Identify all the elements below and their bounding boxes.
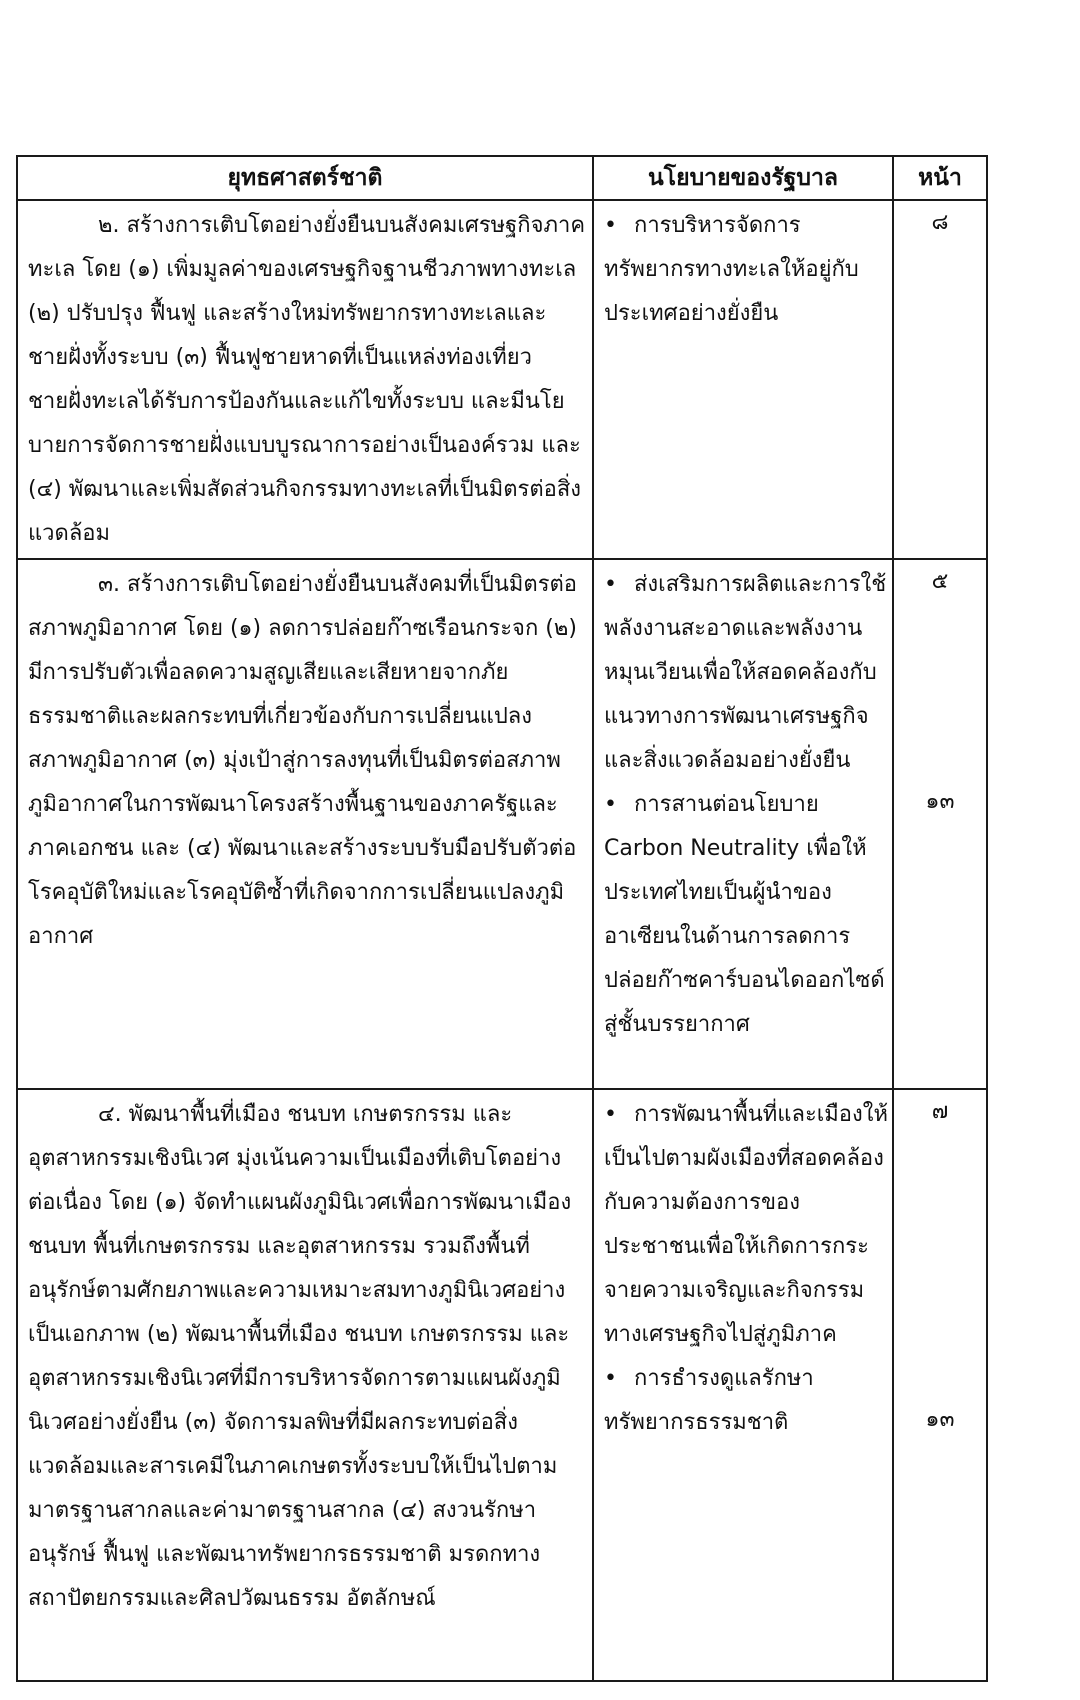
page-number: ๘ — [931, 210, 949, 235]
table-row — [17, 559, 987, 1089]
policy-text: การสานต่อนโยบาย Carbon Neutrality เพื่อให้ประเทศไทยเป็นผู้นำของอาเซียนในด้านการลดการปล่อยก๊าซคาร์บอนไดออกไซด์สู่ชั้นบรรยากาศ — [604, 792, 885, 1037]
page-number: ๕ — [931, 569, 949, 594]
policy-cell — [593, 1089, 893, 1681]
strategy-cell — [17, 200, 593, 559]
page-cell — [893, 200, 987, 559]
policy-text: ส่งเสริมการผลิตและการใช้พลังงานสะอาดและพลังงานหมุนเวียนเพื่อให้สอดคล้องกับแนวทางการพัฒนาเศรษฐกิจและสิ่งแวดล้อมอย่างยั่งยืน — [604, 572, 887, 773]
bullet-icon: • — [604, 792, 617, 817]
page-number: ๗ — [931, 1099, 949, 1124]
strategy-text: ๒. สร้างการเติบโตอย่างยั่งยืนบนสังคมเศรษฐกิจภาคทะเล โดย (๑) เพิ่มมูลค่าของเศรษฐกิจฐานชีวภาพทางทะเล (๒) ปรับปรุง ฟื้นฟู และสร้างใหม่ทรัพยากรทางทะเลและชายฝั่งทั้งระบบ (๓) ฟื้นฟูชายหาดที่เป็นแหล่งท่องเที่ยว ชายฝั่งทะเลได้รับการป้องกันและแก้ไขทั้งระบบ และมีนโยบายการจัดการชายฝั่งแบบบูรณาการอย่างเป็นองค์รวม และ (๔) พัฒนาและเพิ่มสัดส่วนกิจกรรมทางทะเลที่เป็นมิตรต่อสิ่งแวดล้อม — [28, 213, 586, 546]
policy-text: การธำรงดูแลรักษาทรัพยากรธรรมชาติ — [604, 1366, 814, 1435]
policy-list — [594, 201, 892, 338]
policy-item — [604, 1357, 888, 1445]
bullet-icon: • — [604, 572, 617, 597]
strategy-text: ๔. พัฒนาพื้นที่เมือง ชนบท เกษตรกรรม และอุตสาหกรรมเชิงนิเวศ มุ่งเน้นความเป็นเมืองที่เติบโตอย่างต่อเนื่อง โดย (๑) จัดทำแผนผังภูมินิเวศเพื่อการพัฒนาเมือง ชนบท พื้นที่เกษตรกรรม และอุตสาหกรรม รวมถึงพื้นที่อนุรักษ์ตามศักยภาพและความเหมาะสมทางภูมินิเวศอย่างเป็นเอกภาพ (๒) พัฒนาพื้นที่เมือง ชนบท เกษตรกรรม และอุตสาหกรรมเชิงนิเวศที่มีการบริหารจัดการตามแผนผังภูมินิเวศอย่างยั่งยืน (๓) จัดการมลพิษที่มีผลกระทบต่อสิ่งแวดล้อมและสารเคมีในภาคเกษตรทั้งระบบให้เป็นไปตามมาตรฐานสากลและค่ามาตรฐานสากล (๔) สงวนรักษา อนุรักษ์ ฟื้นฟู และพัฒนาทรัพยากรธรรมชาติ มรดกทางสถาปัตยกรรมและศิลปวัฒนธรรม อัตลักษณ์ — [28, 1102, 572, 1611]
policy-text: การบริหารจัดการทรัพยากรทางทะเลให้อยู่กับประเทศอย่างยั่งยืน — [604, 213, 859, 326]
policy-list — [594, 1090, 892, 1447]
policy-item — [604, 563, 888, 783]
page-number: ๑๓ — [925, 1407, 955, 1432]
bullet-icon: • — [604, 1366, 617, 1391]
strategy-cell — [17, 559, 593, 1089]
policy-item — [604, 204, 888, 336]
bullet-icon: • — [604, 1102, 617, 1127]
page-cell — [893, 1089, 987, 1681]
header-page: หน้า — [893, 156, 987, 200]
table-row — [17, 200, 987, 559]
table-header-row — [17, 156, 987, 200]
policy-cell — [593, 200, 893, 559]
header-policy: นโยบายของรัฐบาล — [593, 156, 893, 200]
header-strategy: ยุทธศาสตร์ชาติ — [17, 156, 593, 200]
strategy-text: ๓. สร้างการเติบโตอย่างยั่งยืนบนสังคมที่เป็นมิตรต่อสภาพภูมิอากาศ โดย (๑) ลดการปล่อยก๊าซเรือนกระจก (๒) มีการปรับตัวเพื่อลดความสูญเสียและเสียหายจากภัยธรรมชาติและผลกระทบที่เกี่ยวข้องกับการเปลี่ยนแปลงสภาพภูมิอากาศ (๓) มุ่งเป้าสู่การลงทุนที่เป็นมิตรต่อสภาพภูมิอากาศในการพัฒนาโครงสร้างพื้นฐานของภาครัฐและภาคเอกชน และ (๔) พัฒนาและสร้างระบบรับมือปรับตัวต่อโรคอุบัติใหม่และโรคอุบัติซ้ำที่เกิดจากการเปลี่ยนแปลงภูมิอากาศ — [28, 572, 578, 949]
strategy-policy-table — [16, 155, 988, 1682]
policy-item — [604, 783, 888, 1047]
policy-text: การพัฒนาพื้นที่และเมืองให้เป็นไปตามผังเมืองที่สอดคล้องกับความต้องการของประชาชนเพื่อให้เกิดการกระจายความเจริญและกิจกรรมทางเศรษฐกิจไปสู่ภูมิภาค — [604, 1102, 888, 1347]
strategy-cell — [17, 1089, 593, 1681]
page-cell — [893, 559, 987, 1089]
table-row — [17, 1089, 987, 1681]
policy-list — [594, 560, 892, 1049]
policy-cell — [593, 559, 893, 1089]
bullet-icon: • — [604, 213, 617, 238]
policy-item — [604, 1093, 888, 1357]
page-number: ๑๓ — [925, 789, 955, 814]
